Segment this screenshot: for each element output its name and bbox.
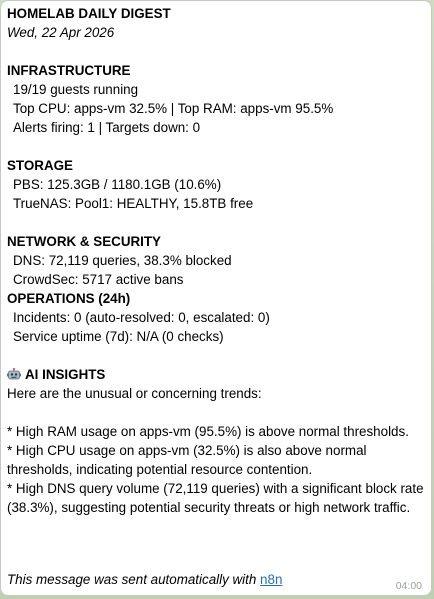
infrastructure-heading: INFRASTRUCTURE: [7, 63, 131, 78]
digest-date: Wed, 22 Apr 2026: [7, 25, 115, 40]
footer-text: This message was sent automatically with: [7, 572, 261, 587]
infra-guests: 19/19 guests running: [13, 82, 139, 97]
message-timestamp: 04:00: [395, 580, 422, 592]
n8n-link[interactable]: n8n: [260, 572, 283, 587]
ai-insights-label: AI INSIGHTS: [25, 367, 106, 382]
footer-note: [7, 570, 427, 589]
infra-top-usage: Top CPU: apps-vm 32.5% | Top RAM: apps-vm 95.5%: [13, 101, 334, 116]
robot-icon: [7, 367, 21, 380]
ai-insights-heading: [7, 365, 425, 384]
storage-truenas: TrueNAS: Pool1: HEALTHY, 15.8TB free: [13, 196, 254, 211]
storage-pbs: PBS: 125.3GB / 1180.1GB (10.6%): [13, 177, 222, 192]
spacer: [7, 346, 425, 365]
network-heading: NETWORK & SECURITY: [7, 234, 161, 249]
infra-alerts: Alerts firing: 1 | Targets down: 0: [13, 120, 201, 135]
ai-bullet: * High DNS query volume (72,119 queries) with a significant block rate (38.3%), suggesting potential security threats or high network traffic.: [7, 481, 424, 515]
network-dns: DNS: 72,119 queries, 38.3% blocked: [13, 253, 232, 268]
spacer: [7, 42, 425, 61]
spacer: [7, 403, 425, 422]
operations-heading: OPERATIONS (24h): [7, 291, 131, 306]
network-crowdsec: CrowdSec: 5717 active bans: [13, 272, 184, 287]
operations-uptime: Service uptime (7d): N/A (0 checks): [13, 329, 224, 344]
digest-title: HOMELAB DAILY DIGEST: [7, 6, 171, 21]
ai-bullet: * High RAM usage on apps-vm (95.5%) is above normal thresholds.: [7, 424, 409, 439]
ai-bullet: * High CPU usage on apps-vm (32.5%) is also above normal thresholds, indicating potential resource contention.: [7, 443, 367, 477]
storage-heading: STORAGE: [7, 158, 73, 173]
spacer: [7, 213, 425, 232]
ai-intro: Here are the unusual or concerning trends:: [7, 386, 262, 401]
operations-incidents: Incidents: 0 (auto-resolved: 0, escalated: 0): [13, 310, 270, 325]
spacer: [7, 137, 425, 156]
